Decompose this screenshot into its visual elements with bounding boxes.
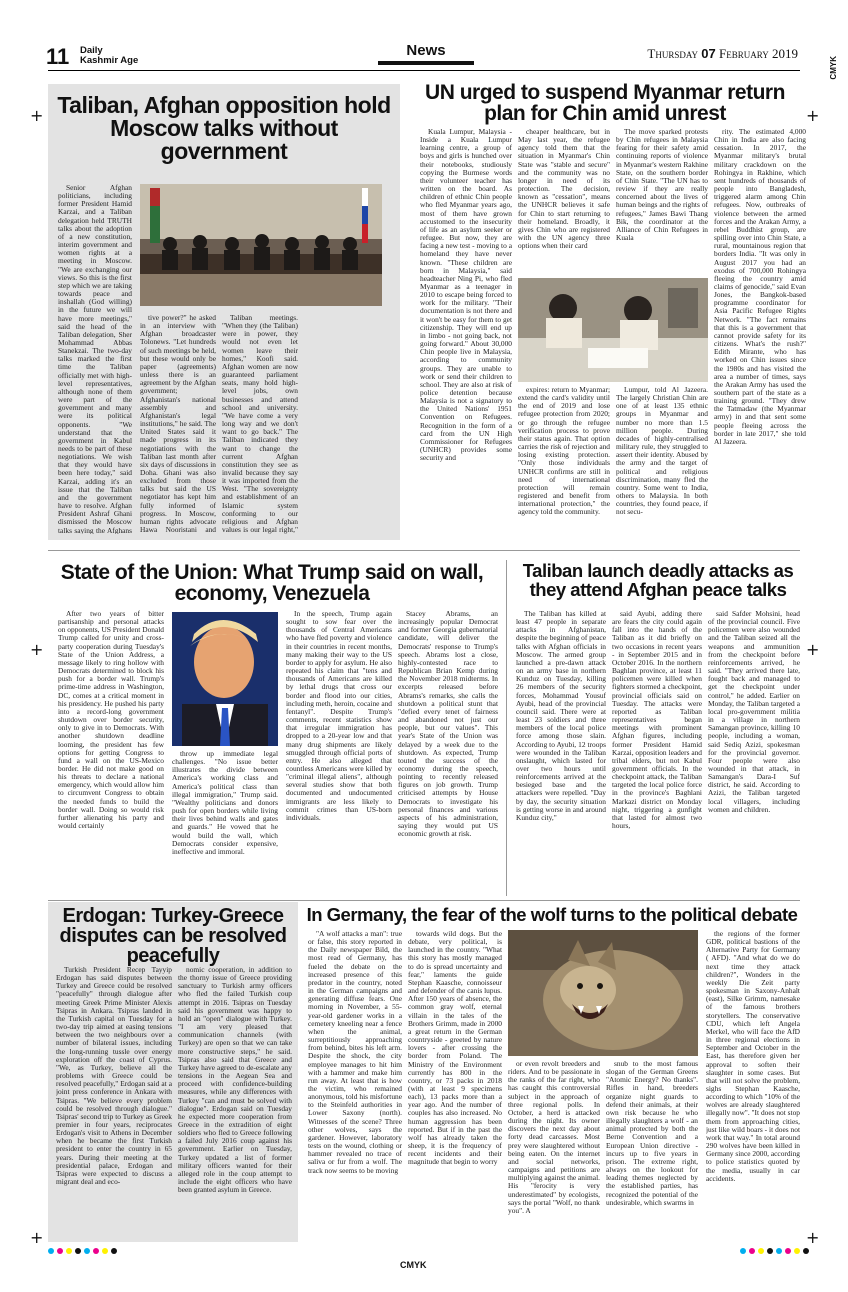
registration-cross-icon: +	[30, 106, 44, 125]
germany-wolf-bottom2: snub to the most famous slogan of the German Greens "Atomic Energy? No thanks". Rifles in hand, breeders organize night guards to defend their animals, at their own risk because he who illegally slaughters a wolf - an animal protected by both the Berne Convention and a European Union directive - incurs up to five years in prison. The extreme right, always on the lookout for leading themes neglected by the established parties, has recognized the potential of the undesirable, which swarms in	[606, 1060, 698, 1207]
trump-photo	[172, 612, 278, 746]
date-day: Thursday	[647, 46, 699, 61]
date-year: 2019	[772, 46, 798, 61]
taliban-attacks-col3: said Safder Mohsini, head of the provincial council. Five policemen were also wounded and the Taliban seized all the weapons and ammunition from the checkpoint before reinforcements arrived, he said. "They arrived there late, fought back and managed to get the checkpoint under control," he added. Earlier on Monday, the Taliban targeted a local pro-government militia in a village in northern Samangan province, killing 10 people, including a woman, said Sediq Azizi, spokesman for the provincial governor. Four people were also wounded in that attack, in Samangan's Dara-I Suf district, he said. According to Azizi, the Taliban targeted local villagers, including women and children.	[708, 610, 800, 814]
cmyk-label-bottom: CMYK	[400, 1260, 427, 1270]
germany-wolf-bottom1: or even revolt breeders and riders. And to be passionate in the ranks of the far right, who has caught this controversial subject in the approach of three regional polls. In October, a herd is attacked during the night. Its owner discovers the next day about forty dead carcasses. Most prey were slaughtered without being eaten. On the internet and social networks, campaigns and petitions are multiplying against the animal. His "ferocity is very underestimated" by ecologists, says the portal "Wolf, no thank you". A	[508, 1060, 600, 1215]
masthead-brand	[80, 46, 138, 66]
state-union-col1: After two years of bitter partisanship and personal attacks on opponents, US President Donald Trump called for unity and cross-party cooperation during Tuesday's State of the Union Address, a message likely to ring hollow with Democrats determined to block his push for a border wall. Trump's prime-time address in Washington, DC, comes at a critical moment in his presidency. He pushed his party into a record-long government shutdown over border security, only to give in to Democrats. With another shutdown deadline looming, the president has few options for getting Congress to fund a wall on the US-Mexico border. He did not make good on his threats to declare a national emergency, which would allow him to circumvent Congress to obtain the needed funds to build the border wall. Doing so would risk further alienating his party and would certainly	[58, 610, 164, 831]
registration-cross-icon: +	[806, 1228, 820, 1247]
brand-line1: Daily	[80, 45, 103, 56]
headline-taliban-moscow: Taliban, Afghan opposition hold Moscow talks without government	[57, 92, 391, 164]
section-divider	[48, 550, 800, 551]
registration-cross-icon: +	[30, 640, 44, 659]
taliban-attacks-col1: The Taliban has killed at least 47 people in separate attacks in Afghanistan, despite the beginning of peace talks with Afghan officials in Moscow. The armed group launched a pre-dawn attack on an army base in northern Kunduz on Tuesday, killing 26 members of the security forces, Mohammad Yousuf Ayubi, head of the provincial council said. There were at least 23 soldiers and three members of the local police force among those slain. According to Ayubi, 12 troops were wounded in the Taliban onslaught, which lasted for over two hours until reinforcements arrived at the besieged base and the attackers were repelled. "Day by day, the security situation is getting worse in and around Kunduz city,"	[516, 610, 606, 822]
headline-state-union: State of the Union: What Trump said on wall, economy, Venezuela	[60, 561, 484, 605]
germany-wolf-col4: the regions of the former GDR, political bastions of the Alternative Party for Germany ( AFD). "And what do we do next time they attack children?", Wonders in the weekly Die Zeit party spokesman in Saxony-Anhalt (east), Silke Grimm, namesake of the famous brothers storytellers. The conservative CDU, which left Angela Merkel, who will face the AfD in three regional elections in September and October in the East, has therefore given her approval to soften their slaughter in some cases. But that will not solve the problem, sighs Stephan Kaasche, according to which "10% of the wolves are already slaughtered illegally now". "It does not stop them from approaching cities, just like wild boars - it does not work that way." In total around 290 wolves have been killed in Germany since 2000, according to police statistics quoted by the media, usually in car accidents.	[706, 930, 800, 1183]
date-num: 07	[701, 46, 716, 61]
headline-erdogan: Erdogan: Turkey-Greece disputes can be resolved peacefully	[59, 905, 287, 967]
registration-cross-icon: +	[806, 106, 820, 125]
issue-date	[647, 46, 798, 62]
section-title: News	[378, 42, 474, 65]
un-myanmar-col4: rity. The estimated 4,000 Chin in India are also facing cessation. In 2017, the Myanmar military's brutal military crackdown on the Rohingya in Rakhine, which sent hundreds of thousands of people into Bangladesh, triggered alarm among Chin refugees. Now, outbreaks of violence between the armed forces and the Arakan Army, a rebel Buddhist group, are spilling over into Chin State, a rural, mountainous region that borders India. "It was only in August 2017 you had an exodus of 700,000 Rohingya fleeing the country amid claims of genocide," said Evan Jones, the Bangkok-based programme coordinator for Asia Pacific Refugee Rights Network. "The fact remains that this is a government that cannot provide safety for its citizens. What's the rush?" Edith Mirante, who has worked on Chin issues since the 1980s and has visited the area a number of times, says the Arakan Army has used the southern part of the state as a training ground. "They drew the Tatmadaw (the Myanmar army) in and that sent some people fleeing across the border in late 2017," she told Al Jazeera.	[714, 128, 806, 446]
registration-cross-icon: +	[806, 640, 820, 659]
registration-cross-icon: +	[30, 1228, 44, 1247]
column-divider	[506, 560, 507, 896]
taliban-moscow-col2: tive power?" he asked in an interview with Afghan broadcaster Tolonews. "Let hundreds of such meetings be held, but these would only be paper (agreements) unless there is an agreement by the Afghan government; Afghanistan's national assembly and Afghanistan's legal institutions," he said. The United States said it made progress in its negotiations with the Taliban last month after six days of discussions in Doha. Ghani was also excluded from those talks but said the US negotiator has kept him fully informed of progress. In Moscow, human rights advocate Hawa Nooristani and	[140, 314, 216, 534]
chin-children-photo	[518, 278, 708, 382]
page-number: 11	[46, 44, 70, 69]
state-union-col2: throw up immediate legal challenges. "No issue better illustrates the divide between America's working class and America's political class than illegal immigration," Trump said. "Wealthy politicians and donors push for open borders while living their lives behind walls and gates and guards." He vowed that he would build the wall, which Democrats consider expensive, ineffective and immoral.	[172, 750, 278, 856]
header-rule	[48, 70, 800, 71]
un-myanmar-col1: Kuala Lumpur, Malaysia - Inside a Kuala Lumpur learning centre, a group of boys and girls is hunched over their notebooks, studiously copying the Burmese words their volunteer teacher has written on the board. As children of ethnic Chin people who fled Myanmar years ago, most of them have grown accustomed to the insecurity of life as an asylum seeker or refugee. But now, they are facing a new test - moving to a homeland they have never known. "These children are born in Malaysia," said headteacher Ning Pi, who fled Myanmar as a teenager in 2010 to escape being forced to work for the military. "Their documentation is not there and it won't be easy for them to get citizenship. They will end up in limbo - not going back, not going forward." About 30,000 Chin people live in Malaysia, according to community groups. They are unable to work or send their children to school. They are also at risk of police detention because Malaysia is not a signatory to the United Nations' 1951 Convention on Refugees. Recognition in the form of a card from the UN High Commissioner for Refugees (UNHCR) provides some security and	[420, 128, 512, 463]
cmyk-label-side: CMYK	[829, 56, 838, 80]
erdogan-col1: Turkish President Recep Tayyip Erdogan has said disputes between Turkey and Greece could be resolved "peacefully" through dialogue after meeting Greek Prime Minister Alexis Tsipras in Ankara. Tsipras landed in the Turkish capital on Tuesday for a two-day trip aimed at easing tensions between the two neighbours over a number of bilateral issues, including the long-running tussle over energy exploration off the coast of Cyprus. "We, as Turkey, believe all the problems with Greece could be resolved peacefully," Erdogan said at a joint press conference in Ankara with Tsipras. "We believe every problem could be resolved through dialogue." Tsipras' second trip to Turkey as Greek premier in four years, reciprocates Erdogan's visit to Athens in December when he became the first Turkish president to enter the country in 65 years. During their meeting at the presidential palace, Erdogan and Tsipras were expected to discuss a migrant deal and eco-	[56, 966, 172, 1187]
headline-germany-wolf: In Germany, the fear of the wolf turns to the political debate	[306, 904, 798, 925]
section-divider	[48, 900, 800, 901]
germany-wolf-col1: "A wolf attacks a man": true or false, this story reported in the Daily newspaper Bild, the most read of Germany, has fueled the debate on the increased presence of this predator in the country, noted in the German campaigns and generating diffuse fears. One morning in November, a 55-year-old gardener works in a cemetery kneeling near a fence when the animal, surreptitiously approaching from behind, bites his left arm. Despite the shock, the city employee manages to hit him with a hammer and make him run away. At least that is how the victim, who remained anonymous, told his misfortune to the Steinfeld authorities in Lower Saxony (north). Witnesses of the scene? Three other wolves, says the gardener. However, laboratory tests on the wound, clothing or hammer revealed no trace of saliva or fur from a wolf. The track now seems to be moving	[308, 930, 402, 1175]
headline-un-myanmar: UN urged to suspend Myanmar return plan for Chin amid unrest	[425, 81, 785, 125]
wolf-photo	[508, 930, 698, 1056]
un-myanmar-col2: cheaper healthcare, but in May last year, the refugee agency told them that the situation in Myanmar's Chin State was "stable and secure" and the community was no longer in need of its protection. The decision, known as "cessation", means the UNHCR believes it safe for Chin to start returning to their homeland. Broadly, it gives Chin who are registered with the UN agency three options when their card	[518, 128, 610, 251]
headline-taliban-attacks: Taliban launch deadly attacks as they attend Afghan peace talks	[522, 560, 794, 600]
erdogan-col2: nomic cooperation, in addition to the thorny issue of Greece providing sanctuary to Turkish army officers who fled the failed Turkish coup attempt in 2016. Tsipras on Tuesday said his government was happy to hold an "open" dialogue with Turkey. "I am very pleased that communication channels (with Turkey) are open so that we can take more constructive steps," he said. Tsipras also said that Greece and Turkey have agreed to de-escalate any tensions in the Aegean Sea and proceed with confidence-building measures, while any differences with Turkey "can and must be solved with dialogue". Erdogan said on Tuesday he expected more cooperation from Greece in the extradition of eight soldiers who fled to Greece following a failed July 2016 coup against his government. Earlier on Tuesday, Turkey updated a list of former military officers wanted for their alleged role in the coup attempt to include the eight officers who have been granted asylum in Greece.	[178, 966, 292, 1195]
un-myanmar-bottom1: expires: return to Myanmar; extend the card's validity until the end of 2019 and lose refugee protection from 2020; or go through the refugee verification process to prove their status again. That option carries the risk of rejection and losing existing protection. "Only those individuals UNHCR confirms are still in need of international protection will remain registered and benefit from international protection," the agency told the community.	[518, 386, 610, 517]
brand-line2: Kashmir Age	[80, 55, 139, 66]
un-myanmar-bottom2: Lumpur, told Al Jazeera. The largely Christian Chin are one of at least 135 ethnic groups in Myanmar and number no more than 1.5 million people. During decades of highly-centralised military rule, they struggled to assert their identity. Abused by the army and the target of political and religious discrimination, many fled the country. Some went to India, others to Malaysia. In both countries, they found peace, if not secu-	[616, 386, 708, 517]
taliban-moscow-col1: Senior Afghan politicians, including former President Hamid Karzai, and a Taliban delegation held TRUTH talks about the adoption of a new constitution, interim government and women rights at a meeting in Moscow. "We are exchanging our views. So this is the first step which we are taking towards peace and inshallah (God willing) in the future we will have more meetings," said the head of the Taliban delegation, Sher Mohammad Abbas Stanekzai. The two-day talks marked the first time the Taliban officially met with high-level representatives, although none of them were part of the government and many were its political opponents. "We understand that the government in Kabul needs to be part of these negotiations. We wish that they would have been here today," said Karzai, adding it's an issue that the Taliban and the government have to resolve. Afghan President Ashraf Ghani dismissed the Moscow talks saying the Afghans	[58, 184, 132, 534]
date-month: February	[719, 46, 769, 61]
state-union-col4: Stacey Abrams, an increasingly popular Democrat and former Georgia gubernatorial candidate, will deliver the Democrats' response to Trump's speech. Abrams lost a close, highly-contested race to Republican Brian Kemp during the November 2018 midterms. In excerpts released before Abrams's remarks, she calls the shutdown a political stunt that "defied every tenet of fairness and abandoned not just our people, but our values". This year's State of the Union was delayed by a week due to the shutdown. As expected, Trump touted the success of the economy during the speech, pointing to recently released figures on job growth. Trump criticised attempts by House Democrats to investigate his personal finances and various aspects of his administration, saying they would put US economic growth at risk.	[398, 610, 498, 839]
state-union-col3: In the speech, Trump again sought to sow fear over the thousands of Central Americans who have fled poverty and violence in their countries in recent months, many making their way to the US border to apply for asylum. He also repeated his claim that "tens and thousands of Americans are killed by lethal drugs that cross our border and flood into our cities, including meth, heroin, cocaine and fentanyl". Despite Trump's comments, recent statistics show that irregular immigration has dropped to a 20-year low and that many drug shipments are likely smuggled through official ports of entry. He also alleged that countless Americans were killed by "criminal illegal aliens", although several studies show that both documented and undocumented immigrants are less likely to commit crimes than US-born individuals.	[286, 610, 392, 822]
color-bar-icon	[740, 1248, 809, 1254]
moscow-meeting-photo	[140, 184, 382, 306]
color-bar-icon	[48, 1248, 117, 1254]
germany-wolf-col2: towards wild dogs. But the debate, very political, is launched in the country. "What this story has mostly managed to do is spread uncertainty and fear," laments the guide Stephan Kaasche, connoisseur and defender of the canis lupus. After 150 years of absence, the common gray wolf, eternal villain in the tales of the Brothers Grimm, made in 2000 a great return in the German countryside - greeted by nature lovers - after crossing the border from Poland. The Ministry of the Environment currently has 800 in the country, or 73 packs in 2018 (with at least 9 specimens each), 13 packs more than a year ago. And the number of couples has also increased. No human aggression has been reported. But if in the past the wolf has already taken the sheep, it is the frequency of recent incidents and their magnitude that begin to worry	[408, 930, 502, 1167]
un-myanmar-col3: The move sparked protests by Chin refugees in Malaysia fearing for their safety amid continuing reports of violence in Myanmar's western Rakhine State, on the southern border of Chin State. "The UN has to review if they are really concerned about the lives of human beings and the rights of refugees," James Bawi Thang Bik, the coordinator at the Alliance of Chin Refugees in Kuala	[616, 128, 708, 243]
taliban-attacks-col2: said Ayubi, adding there are fears the city could again fall into the hands of the Taliban as it did briefly on two occasions in recent years - in September 2015 and in October 2016. In the northern Baghlan province, at least 11 policemen were killed when fighters stormed a checkpoint, provincial officials said on Tuesday. The attacks were reported as Taliban representatives began meetings with prominent Afghan figures, including former President Hamid Karzai, opposition leaders and tribal elders, but not Kabul government officials. In the checkpoint attack, the Taliban targeted the local police force in the province's Baghlani Markazi district on Monday night, triggering a gunfight that lasted for almost two hours,	[612, 610, 702, 831]
taliban-moscow-col3: Taliban meetings. "When they (the Taliban) were in power, they would not even let women leave their homes," Koofi said. Afghan women are now guaranteed parliament seats, many hold high-level jobs, own businesses and attend school and university. "We have come a very long way and we don't want to go back." The Taliban indicated they want to change the current Afghan constitution they see as invalid because they say it was imported from the West. "The sovereignty and establishment of an Islamic system conforming to our religious and Afghan values is our legal right,"	[222, 314, 298, 534]
